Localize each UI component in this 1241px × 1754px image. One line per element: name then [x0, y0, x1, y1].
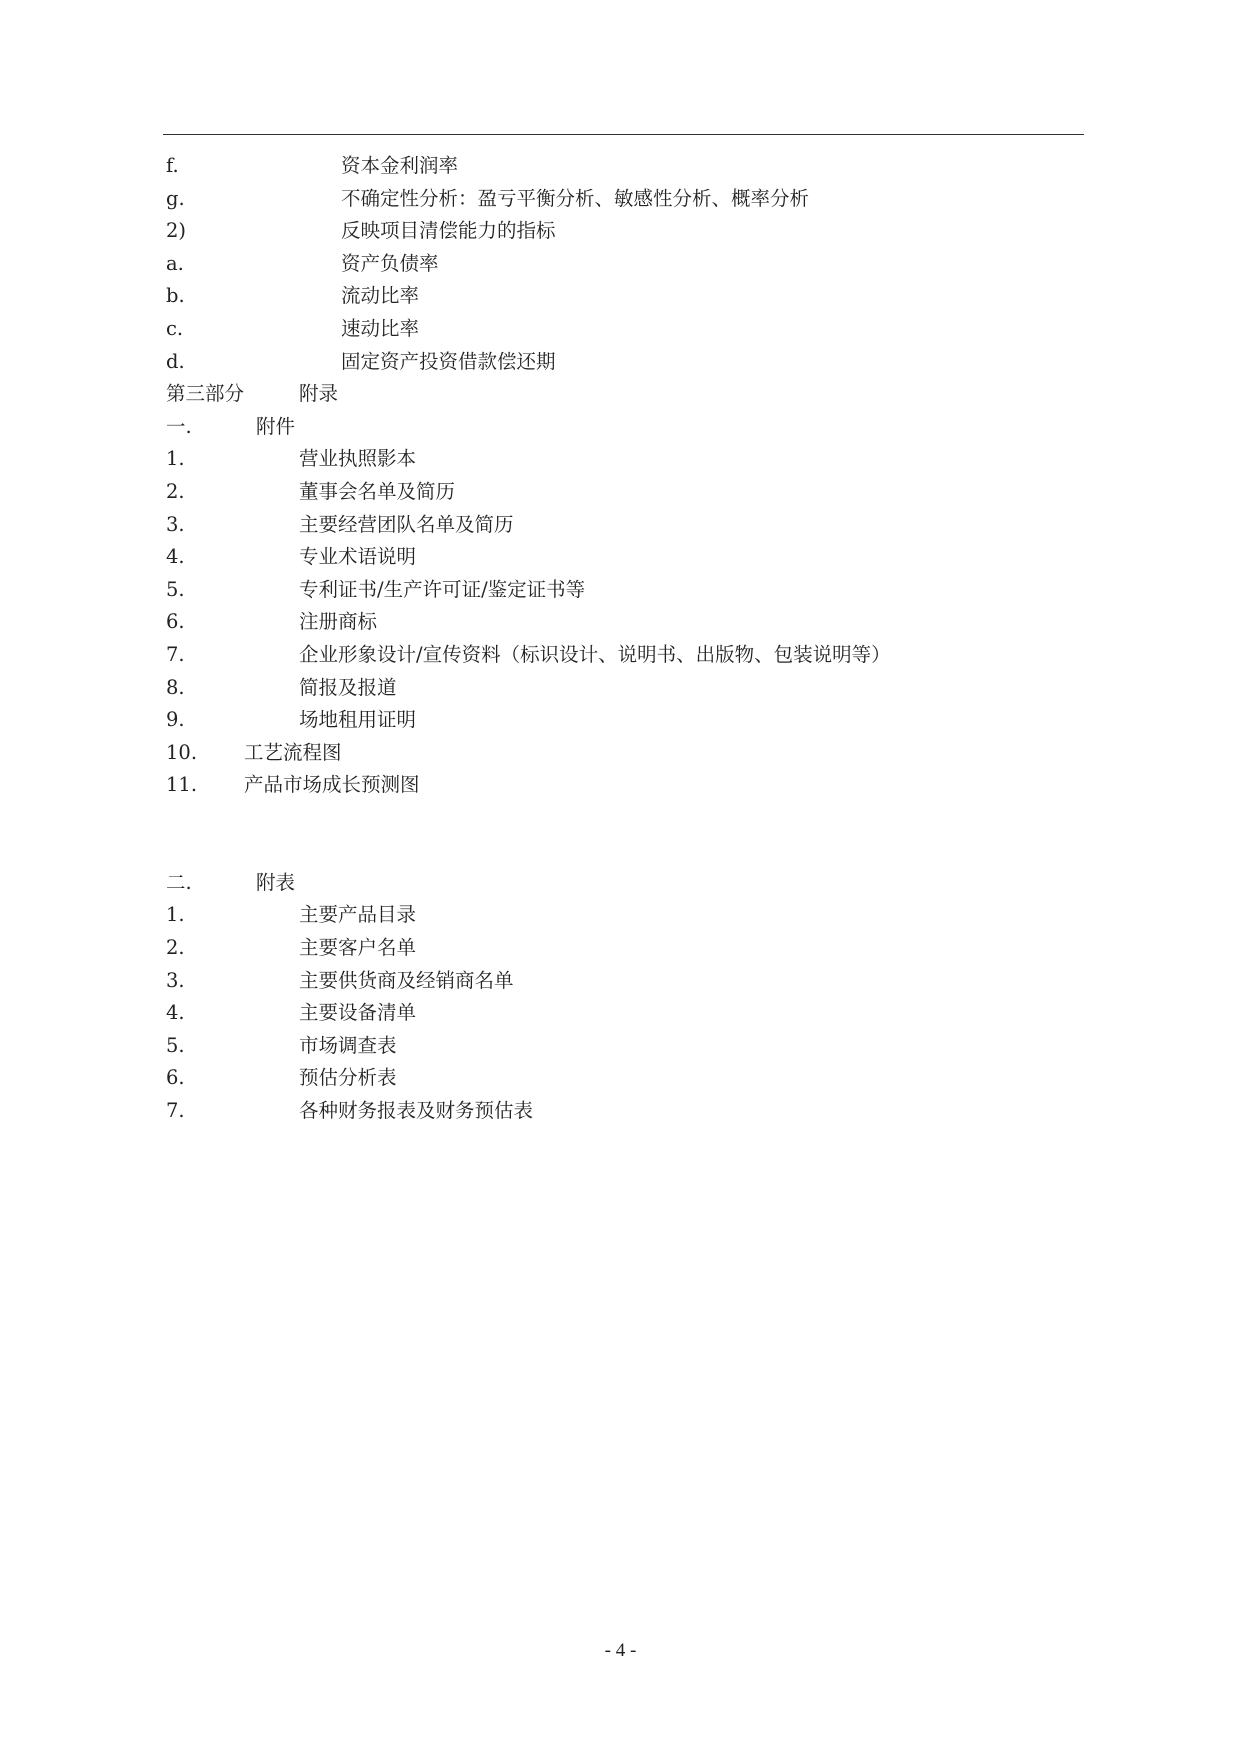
list-item	[166, 737, 1081, 770]
item-number: 5.	[166, 1033, 185, 1057]
subsection-title: 附件	[256, 414, 296, 438]
list-item	[166, 1062, 1081, 1095]
list-item	[166, 1030, 1081, 1063]
item-marker: b.	[166, 284, 185, 308]
list-item	[166, 672, 1081, 705]
list-item	[166, 965, 1081, 998]
list-item-metric-g	[166, 183, 1081, 216]
list-item-solvency-heading	[166, 215, 1081, 248]
item-text: 企业形象设计/宣传资料（标识设计、说明书、出版物、包装说明等）	[299, 642, 891, 666]
list-item	[166, 997, 1081, 1030]
item-text: 简报及报道	[299, 675, 397, 699]
item-marker: g.	[166, 186, 185, 210]
item-number: 7.	[166, 642, 185, 666]
item-text: 主要经营团队名单及简历	[299, 512, 514, 536]
section-heading-part3	[166, 378, 1081, 411]
item-marker: f.	[166, 154, 179, 177]
section-title: 附录	[299, 382, 339, 406]
item-number: 8.	[166, 675, 185, 699]
item-text: 速动比率	[341, 316, 420, 340]
item-number: 4.	[166, 545, 185, 569]
list-item-metric-d	[166, 346, 1081, 379]
item-text: 主要产品目录	[299, 903, 417, 927]
list-item	[166, 476, 1081, 509]
list-item	[166, 769, 1081, 802]
page-number: - 4 -	[604, 1640, 637, 1661]
subsection-marker: 一.	[166, 414, 192, 438]
list-item	[166, 443, 1081, 476]
list-item	[166, 606, 1081, 639]
list-item-metric-c	[166, 313, 1081, 346]
list-item	[166, 932, 1081, 965]
item-number: 9.	[166, 708, 185, 732]
list-item	[166, 1095, 1081, 1128]
list-item-metric-a	[166, 248, 1081, 281]
list-item	[166, 639, 1081, 672]
item-text: 资本金利润率	[341, 154, 459, 177]
item-number: 11.	[166, 773, 198, 797]
item-text: 场地租用证明	[299, 708, 417, 732]
list-item	[166, 574, 1081, 607]
item-marker: c.	[166, 316, 184, 340]
list-item	[166, 704, 1081, 737]
item-marker: d.	[166, 349, 185, 373]
item-text: 预估分析表	[299, 1066, 397, 1090]
list-item-metric-b	[166, 280, 1081, 313]
list-item-metric-f	[166, 150, 1081, 183]
document-body	[166, 150, 1081, 1128]
list-item	[166, 509, 1081, 542]
item-number: 10.	[166, 740, 198, 764]
item-text: 注册商标	[299, 610, 378, 634]
item-text: 不确定性分析：盈亏平衡分析、敏感性分析、概率分析	[341, 186, 810, 210]
item-text: 反映项目清偿能力的指标	[341, 219, 556, 243]
list-item	[166, 899, 1081, 932]
item-number: 7.	[166, 1099, 185, 1123]
item-text: 主要客户名单	[299, 936, 417, 960]
item-text: 主要设备清单	[299, 1001, 417, 1025]
header-rule	[163, 134, 1084, 135]
item-marker: 2)	[166, 219, 187, 243]
item-number: 1.	[166, 447, 185, 471]
list-item	[166, 541, 1081, 574]
item-text: 各种财务报表及财务预估表	[299, 1099, 534, 1123]
item-text: 资产负债率	[341, 251, 439, 275]
item-text: 营业执照影本	[299, 447, 417, 471]
item-number: 4.	[166, 1001, 185, 1025]
item-text: 工艺流程图	[244, 740, 342, 764]
item-number: 5.	[166, 577, 185, 601]
item-text: 市场调查表	[299, 1033, 397, 1057]
item-text: 固定资产投资借款偿还期	[341, 349, 556, 373]
item-text: 主要供货商及经销商名单	[299, 968, 514, 992]
item-text: 专利证书/生产许可证/鉴定证书等	[299, 577, 586, 601]
section-spacer	[166, 802, 1081, 867]
item-number: 1.	[166, 903, 185, 927]
item-number: 2.	[166, 479, 185, 503]
item-text: 专业术语说明	[299, 545, 417, 569]
item-number: 2.	[166, 936, 185, 960]
subsection-marker: 二.	[166, 870, 192, 894]
item-text: 董事会名单及简历	[299, 479, 456, 503]
item-text: 产品市场成长预测图	[244, 773, 420, 797]
subsection-heading-tables	[166, 867, 1081, 900]
item-text: 流动比率	[341, 284, 420, 308]
item-number: 6.	[166, 610, 185, 634]
item-number: 3.	[166, 968, 185, 992]
subsection-heading-attachments	[166, 411, 1081, 444]
item-number: 6.	[166, 1066, 185, 1090]
section-marker: 第三部分	[166, 382, 245, 406]
subsection-title: 附表	[256, 870, 296, 894]
item-number: 3.	[166, 512, 185, 536]
item-marker: a.	[166, 251, 184, 275]
